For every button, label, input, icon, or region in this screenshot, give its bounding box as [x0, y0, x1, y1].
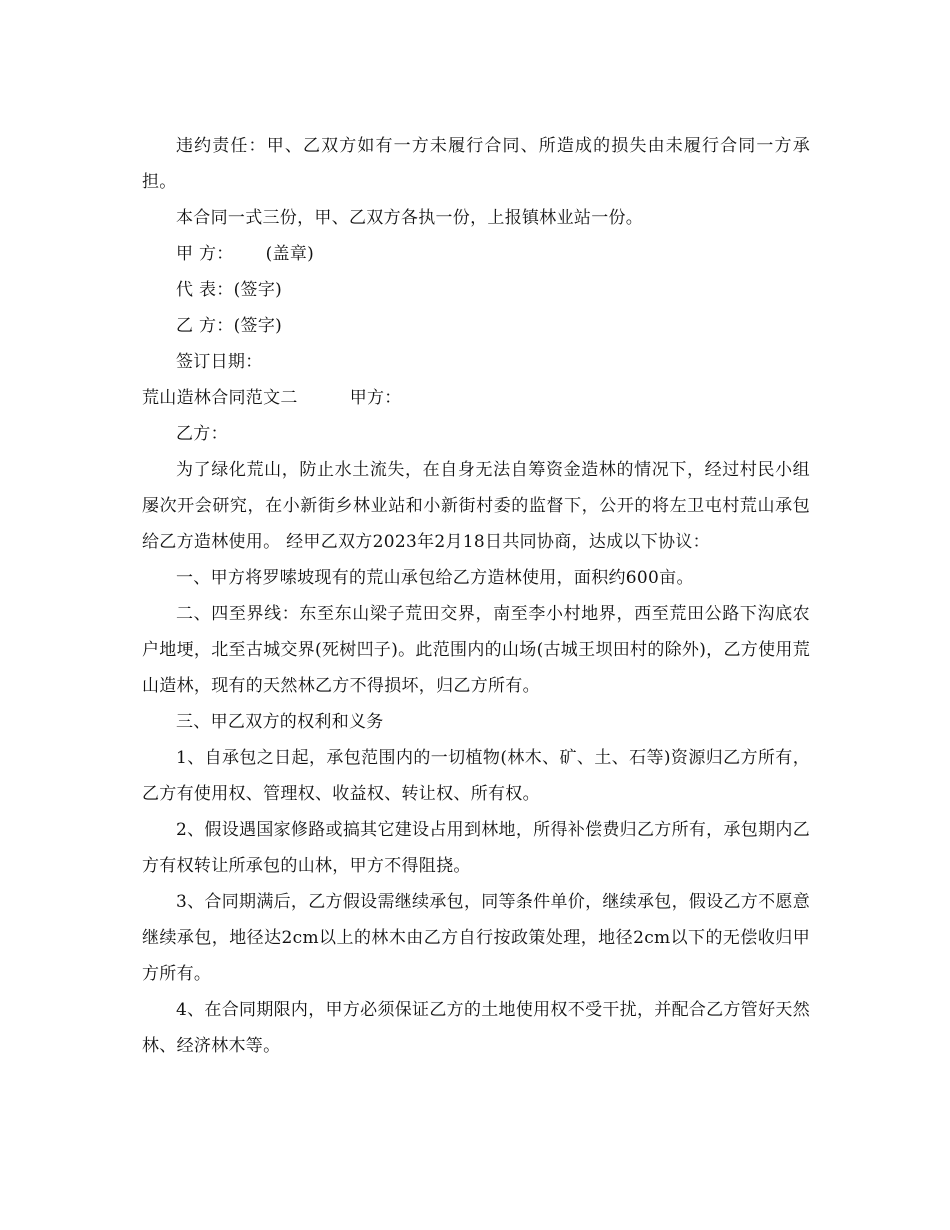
clause-area: 一、甲方将罗嗦坡现有的荒山承包给乙方造林使用，面积约600亩。	[176, 568, 694, 588]
document-page	[142, 128, 810, 1064]
second-party-b-label: 乙方：	[176, 424, 228, 444]
clause-item-2: 2、假设遇国家修路或搞其它建设占用到林地，所得补偿费归乙方所有，承包期内乙方有权转让所承包的山林，甲方不得阻挠。	[142, 820, 810, 876]
party-a-seal: (盖章)	[265, 244, 315, 264]
party-a-label: 甲 方：	[176, 244, 234, 264]
clause-item-1: 1、自承包之日起，承包范围内的一切植物(林木、矿、土、石等)资源归乙方所有，乙方有使用权、管理权、收益权、转让权、所有权。	[142, 748, 810, 804]
representative-signature-line	[142, 272, 810, 308]
party-b-signature: (签字)	[233, 316, 283, 336]
second-contract-title: 荒山造林合同范文二	[142, 388, 298, 408]
representative-label: 代 表：	[176, 280, 234, 300]
sign-date-line: 签订日期：	[176, 352, 263, 372]
second-contract-heading	[142, 380, 810, 416]
clause-boundaries: 二、四至界线：东至东山梁子荒田交界，南至李小村地界，西至荒田公路下沟底农户地埂，北至古城交界(死树凹子)。此范围内的山场(古城王坝田村的除外)，乙方使用荒山造林，现有的天然林乙方不得损坏，归乙方所有。	[142, 604, 810, 696]
clause-item-4: 4、在合同期限内，甲方必须保证乙方的土地使用权不受干扰，并配合乙方管好天然林、经济林木等。	[142, 1000, 810, 1056]
breach-clause: 违约责任：甲、乙双方如有一方未履行合同、所造成的损失由未履行合同一方承担。	[142, 136, 810, 192]
clause-item-3: 3、合同期满后，乙方假设需继续承包，同等条件单价，继续承包，假设乙方不愿意继续承包，地径达2cm以上的林木由乙方自行按政策处理，地径2cm以下的无偿收归甲方所有。	[142, 892, 810, 984]
representative-signature: (签字)	[233, 280, 283, 300]
party-a-signature-line	[142, 236, 810, 272]
second-party-a-label: 甲方：	[349, 388, 402, 408]
party-b-label: 乙 方：	[176, 316, 234, 336]
party-b-signature-line	[142, 308, 810, 344]
intro-paragraph: 为了绿化荒山，防止水土流失，在自身无法自筹资金造林的情况下，经过村民小组屡次开会研究，在小新街乡林业站和小新街村委的监督下，公开的将左卫屯村荒山承包给乙方造林使用。 经甲乙双方2023年2月18日共同协商，达成以下协议：	[142, 460, 810, 552]
clause-rights-heading: 三、甲乙双方的权利和义务	[176, 712, 384, 732]
copies-clause: 本合同一式三份，甲、乙双方各执一份，上报镇林业站一份。	[176, 208, 644, 228]
